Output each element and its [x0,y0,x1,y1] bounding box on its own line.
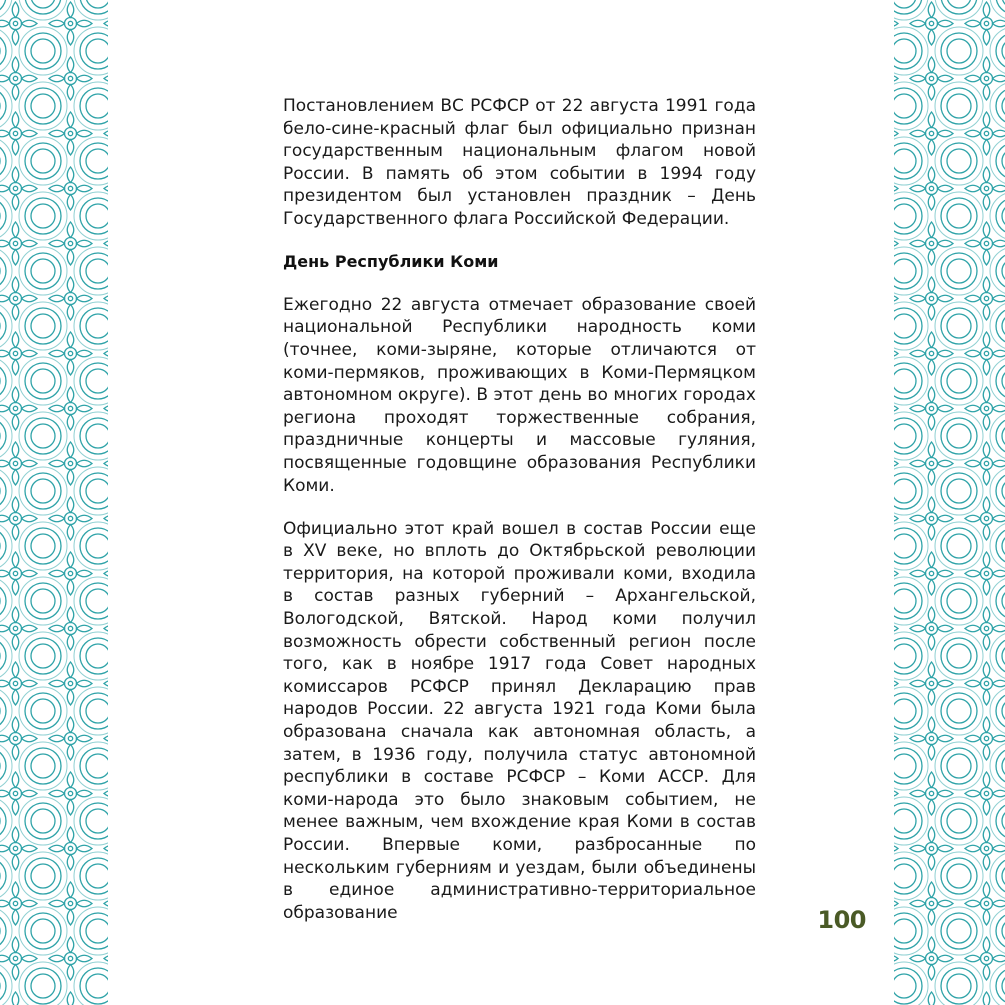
paragraph-flag-day: Постановлением ВС РСФСР от 22 августа 1991 года бело-сине-красный флаг был официально признан государственным национальным флагом новой России. В память об этом событии в 1994 году президентом был установлен праздник – День Государственного флага Российской Федерации. [283,96,756,229]
ornament-border-right [894,0,1005,1005]
ornament-border-left [0,0,108,1005]
paragraph-spacer [283,231,756,252]
paragraph-komi-day: Ежегодно 22 августа отмечает образование своей национальной Республики народность коми (точнее, коми-зыряне, которые отличаются от коми-пермяков, проживающих в Коми-Пермяцком автономном округе). В этот день во многих городах региона проходят торжественные собрания, праздничные концерты и массовые гуляния, посвященные годовщине образования Республики Коми. [283,294,756,496]
ornament-pattern-right [894,0,1005,1005]
paragraph-spacer [283,497,756,518]
page-number: 100 [817,906,866,934]
section-heading: День Республики Коми [283,252,499,272]
paragraph-komi-history: Официально этот край вошел в состав России еще в XV веке, но вплоть до Октябрьской революции территория, на которой проживали коми, входила в состав разных губерний – Архангельской, Вологодской, Вятской. Народ коми получил возможность обрести собственный регион после того, как в ноябре 1917 года Совет народных комиссаров РСФСР принял Декларацию прав народов России. 22 августа 1921 года Коми была образована сначала как автономная область, а затем, в 1936 году, получила статус автономной республики в составе РСФСР – Коми АССР. Для коми-народа это было знаковым событием, не менее важным, чем вхождение края Коми в состав России. Впервые коми, разбросанные по нескольким губерниям и уездам, были объединены в единое административно-территориальное образование [283,518,756,923]
paragraph-spacer [283,273,756,294]
ornament-pattern-left [0,0,108,1005]
text-column [283,95,756,924]
